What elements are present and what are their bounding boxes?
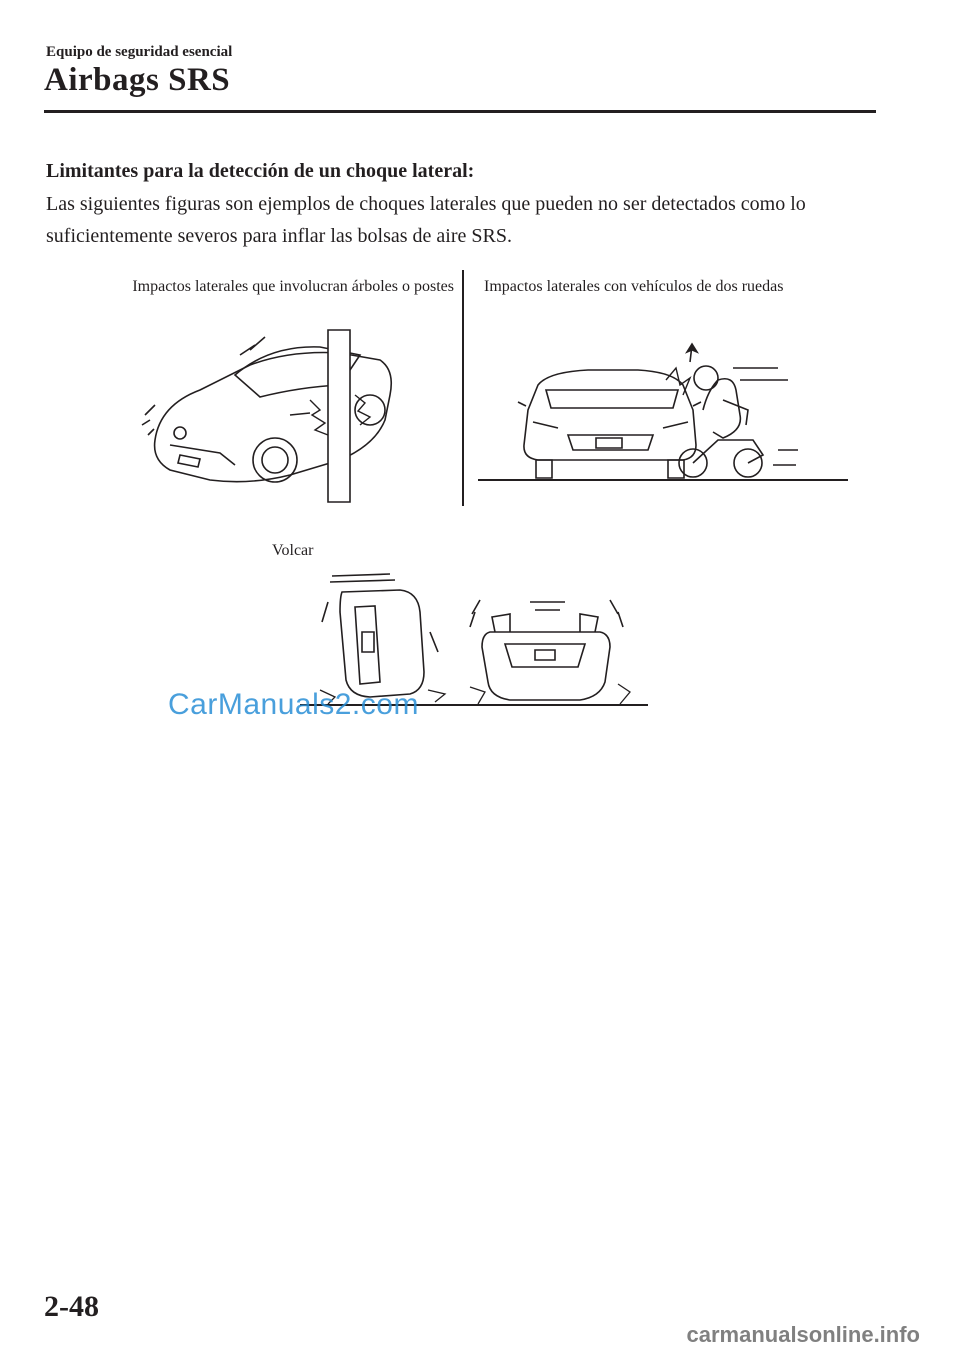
pole-impact-illustration	[140, 325, 400, 505]
page-number: 2-48	[44, 1290, 99, 1323]
motorcycle-impact-illustration	[478, 340, 848, 485]
subheading: Limitantes para la detección de un choque lateral:	[46, 160, 475, 182]
watermark-bottom: carmanualsonline.info	[686, 1322, 920, 1347]
figure-divider	[462, 270, 464, 506]
watermark-top: CarManuals2.com	[168, 688, 419, 721]
header-rule	[44, 110, 876, 113]
chapter-title: Airbags SRS	[44, 62, 231, 98]
rollover-caption: Volcar	[272, 542, 314, 559]
motorcycle-impact-caption: Impactos laterales con vehículos de dos ruedas	[484, 278, 784, 295]
pole-impact-caption: Impactos laterales que involucran árboles o postes	[132, 278, 454, 295]
body-paragraph: Las siguientes figuras son ejemplos de choques laterales que pueden no ser detectados como lo suficientemente severos para inflar las bolsas de aire SRS.	[46, 193, 806, 247]
section-label: Equipo de seguridad esencial	[46, 44, 233, 60]
